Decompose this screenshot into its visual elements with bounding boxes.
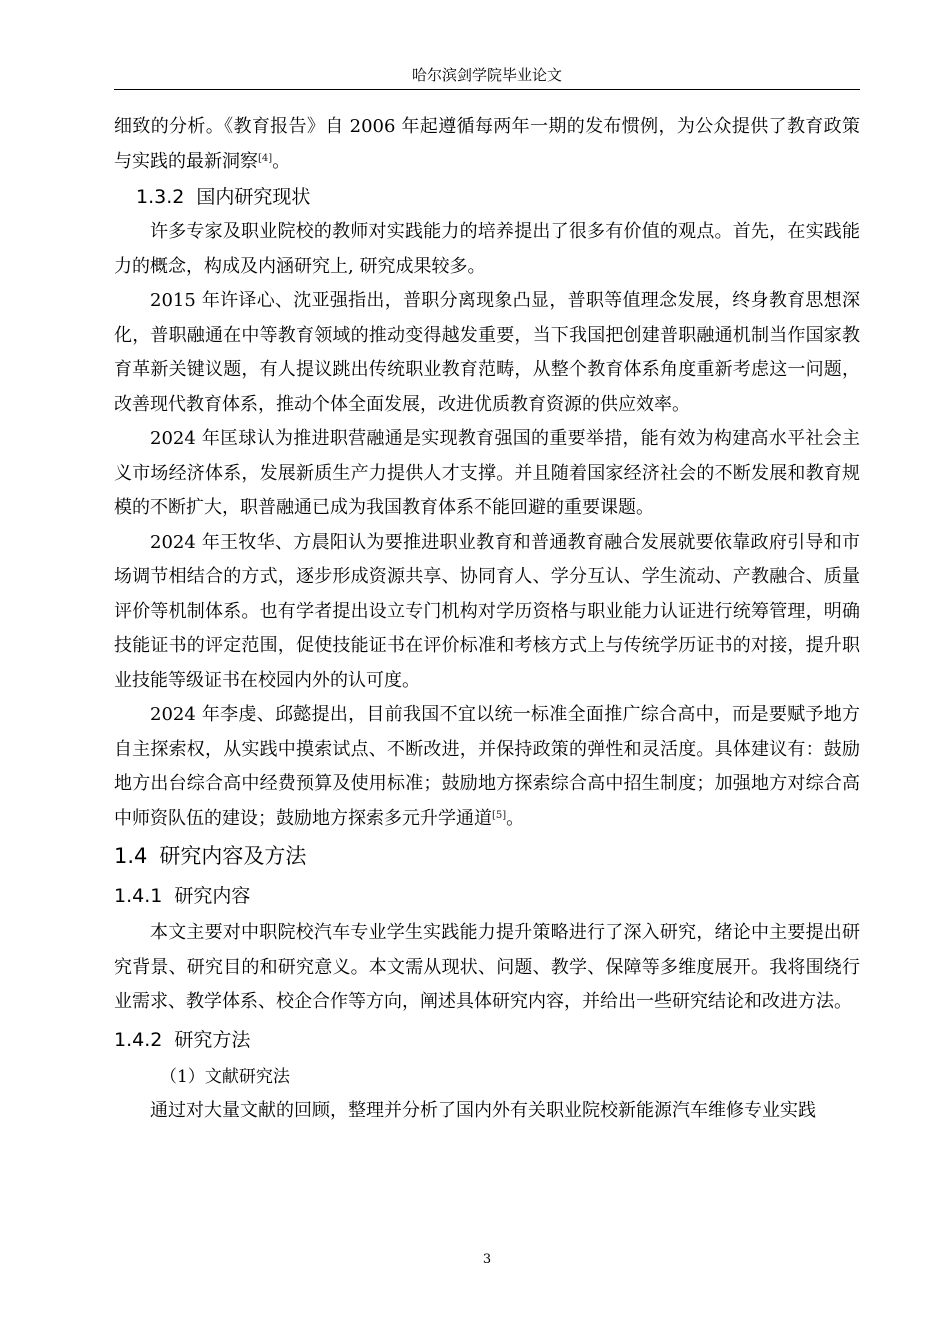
citation-4[interactable]: [4] [258, 152, 273, 164]
paragraph-literature-method: 通过对大量文献的回顾，整理并分析了国内外有关职业院校新能源汽车维修专业实践 [150, 1099, 816, 1121]
paragraph-text: 细致的分析。《教育报告》自 2006 年起遵循每两年一期的发布惯例，为公众提供了教育政策与实践的最新洞察 [114, 116, 860, 172]
section-heading-1-3-2 [114, 179, 860, 215]
section-title: 国内研究现状 [196, 186, 311, 208]
section-number: 1.4.1 [114, 885, 163, 907]
page-number: 3 [482, 1252, 492, 1267]
paragraph-intro: 许多专家及职业院校的教师对实践能力的培养提出了很多有价值的观点。首先，在实践能力的概念，构成及内涵研究上, 研究成果较多。 [114, 221, 860, 277]
method-item-1: （1）文献研究法 [160, 1066, 290, 1087]
running-header: 哈尔滨剑学院毕业论文 [411, 66, 562, 84]
paragraph-research-content: 本文主要对中职院校汽车专业学生实践能力提升策略进行了深入研究，绪论中主要提出研究背景、研究目的和研究意义。本文需从现状、问题、教学、保障等多维度展开。我将围绕行业需求、教学体系、校企合作等方向，阐述具体研究内容，并给出一些研究结论和改进方法。 [114, 922, 860, 1012]
document-body [114, 110, 860, 1128]
paragraph-continued [114, 110, 860, 179]
section-number: 1.3.2 [136, 186, 185, 208]
paragraph-tail: 。 [272, 150, 291, 172]
paragraph-2024-c [114, 698, 860, 836]
paragraph-tail: 。 [506, 807, 525, 829]
section-title: 研究方法 [174, 1028, 251, 1051]
section-heading-1-4-1 [114, 876, 860, 916]
paragraph-2015: 2015 年许译心、沈亚强指出，普职分离现象凸显，普职等值理念发展，终身教育思想深化，普职融通在中等教育领域的推动变得越发重要，当下我国把创建普职融通机制当作国家教育革新关键议题，有人提议跳出传统职业教育范畴，从整个教育体系角度重新考虑这一问题，改善现代教育体系，推动个体全面发展，改进优质教育资源的供应效率。 [114, 290, 860, 415]
section-number: 1.4 [114, 844, 148, 868]
header-divider [114, 89, 860, 90]
paragraph-text: 2024 年李虔、邱懿提出，目前我国不宜以统一标准全面推广综合高中，而是要赋予地方自主探索权，从实践中摸索试点、不断改进，并保持政策的弹性和灵活度。具体建议有：鼓励地方出台综合高中经费预算及使用标准；鼓励地方探索综合高中招生制度；加强地方对综合高中师资队伍的建设；鼓励地方探索多元升学通道 [114, 704, 860, 829]
paragraph-2024-b: 2024 年王牧华、方晨阳认为要推进职业教育和普通教育融合发展就要依靠政府引导和市场调节相结合的方式，逐步形成资源共享、协同育人、学分互认、学生流动、产教融合、质量评价等机制体系。也有学者提出设立专门机构对学历资格与职业能力认证进行统筹管理，明确技能证书的评定范围，促使技能证书在评价标准和考核方式上与传统学历证书的对接，提升职业技能等级证书在校园内外的认可度。 [114, 531, 860, 691]
section-title: 研究内容及方法 [159, 844, 307, 868]
section-heading-1-4 [114, 836, 860, 876]
citation-5[interactable]: [5] [492, 809, 507, 821]
section-number: 1.4.2 [114, 1028, 163, 1051]
section-title: 研究内容 [174, 885, 251, 907]
section-heading-1-4-2 [114, 1020, 860, 1060]
paragraph-2024-a: 2024 年匡球认为推进职营融通是实现教育强国的重要举措，能有效为构建高水平社会主义市场经济体系，发展新质生产力提供人才支撑。并且随着国家经济社会的不断发展和教育规模的不断扩大，职普融通已成为我国教育体系不能回避的重要课题。 [114, 428, 860, 518]
